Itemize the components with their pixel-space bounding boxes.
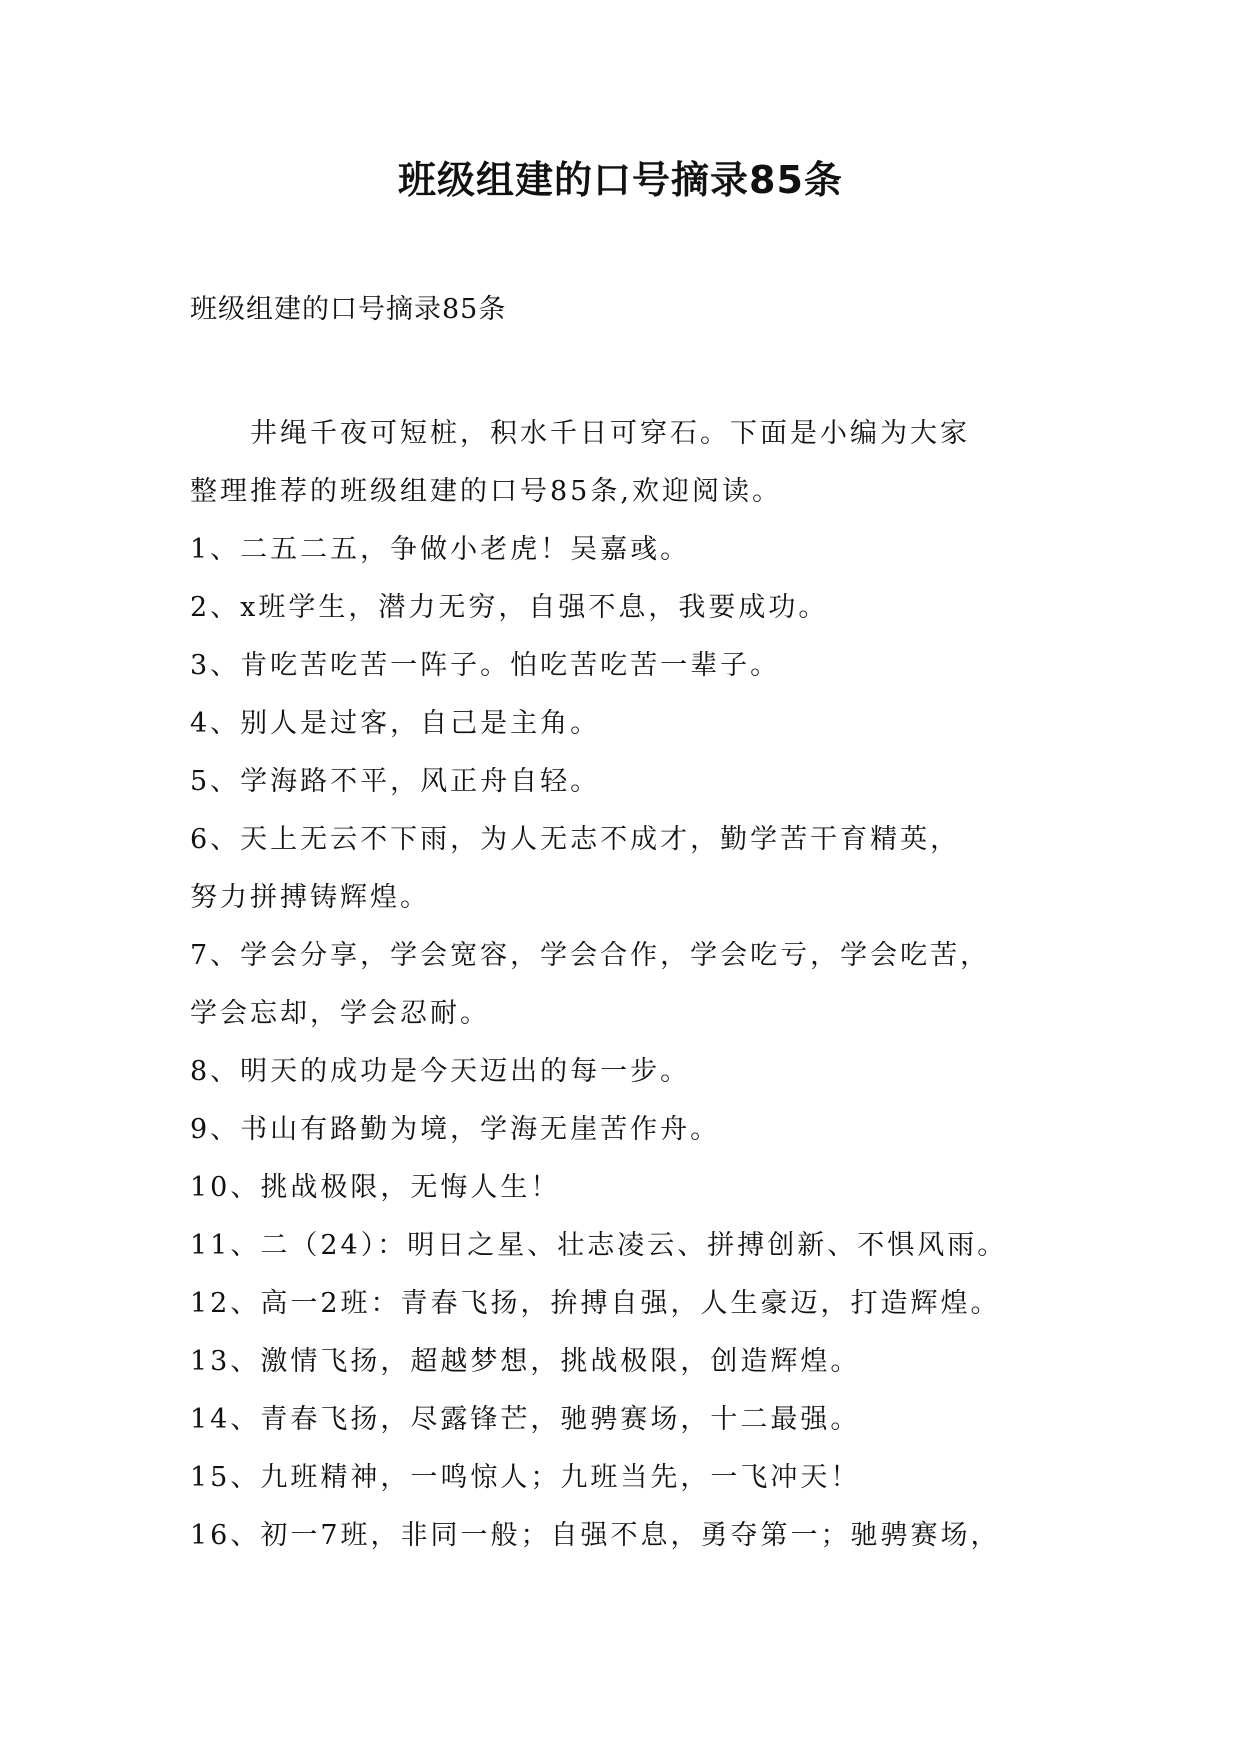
intro-paragraph bbox=[190, 405, 1080, 463]
slogan-line: 5、学海路不平，风正舟自轻。 bbox=[190, 766, 601, 797]
slogan-item bbox=[190, 521, 1080, 579]
slogan-line: 努力拼搏铸辉煌。 bbox=[190, 882, 430, 913]
slogan-line: 8、明天的成功是今天迈出的每一步。 bbox=[190, 1056, 691, 1087]
document-body bbox=[190, 405, 1080, 1565]
document-title: 班级组建的口号摘录85条 bbox=[398, 158, 843, 202]
intro-line-2: 整理推荐的班级组建的口号85条,欢迎阅读。 bbox=[190, 476, 782, 507]
slogan-line: 6、天上无云不下雨，为人无志不成才，勤学苦干育精英， bbox=[190, 824, 961, 855]
slogan-item bbox=[190, 1275, 1080, 1333]
intro-line-1: 井绳千夜可短桩，积水千日可穿石。下面是小编为大家 bbox=[250, 418, 970, 449]
slogan-line: 9、书山有路勤为境，学海无崖苦作舟。 bbox=[190, 1114, 721, 1145]
slogan-item bbox=[190, 1217, 1080, 1275]
slogan-item bbox=[190, 1507, 1080, 1565]
slogan-line: 1、二五二五，争做小老虎！吴嘉彧。 bbox=[190, 534, 691, 565]
slogan-line: 11、二（24）：明日之星、壮志凌云、拼搏创新、不惧风雨。 bbox=[190, 1230, 1008, 1261]
slogan-line: 12、高一2班：青春飞扬，拚搏自强，人生豪迈，打造辉煌。 bbox=[190, 1288, 1001, 1319]
slogan-line: 14、青春飞扬，尽露锋芒，驰骋赛场，十二最强。 bbox=[190, 1404, 861, 1435]
slogan-item bbox=[190, 753, 1080, 811]
intro-paragraph-cont bbox=[190, 463, 1080, 521]
slogan-item bbox=[190, 1449, 1080, 1507]
slogan-item bbox=[190, 695, 1080, 753]
slogan-line: 13、激情飞扬，超越梦想，挑战极限，创造辉煌。 bbox=[190, 1346, 861, 1377]
slogan-line: 10、挑战极限，无悔人生！ bbox=[190, 1172, 561, 1203]
slogan-item bbox=[190, 1333, 1080, 1391]
slogan-line: 4、别人是过客，自己是主角。 bbox=[190, 708, 601, 739]
slogan-line: 7、学会分享，学会宽容，学会合作，学会吃亏，学会吃苦， bbox=[190, 940, 991, 971]
slogan-item bbox=[190, 1101, 1080, 1159]
slogan-line: 2、x班学生，潜力无穷，自强不息，我要成功。 bbox=[190, 592, 829, 623]
slogan-line: 学会忘却，学会忍耐。 bbox=[190, 998, 490, 1029]
document-subtitle: 班级组建的口号摘录85条 bbox=[190, 294, 507, 325]
slogan-list bbox=[190, 521, 1080, 1565]
slogan-item bbox=[190, 1043, 1080, 1101]
slogan-item bbox=[190, 1159, 1080, 1217]
slogan-item bbox=[190, 1391, 1080, 1449]
slogan-item bbox=[190, 811, 1080, 927]
slogan-item bbox=[190, 927, 1080, 1043]
slogan-line: 3、肯吃苦吃苦一阵子。怕吃苦吃苦一辈子。 bbox=[190, 650, 781, 681]
slogan-item bbox=[190, 637, 1080, 695]
slogan-line: 15、九班精神，一鸣惊人；九班当先，一飞冲天！ bbox=[190, 1462, 861, 1493]
slogan-item bbox=[190, 579, 1080, 637]
slogan-line: 16、初一7班，非同一般；自强不息，勇夺第一；驰骋赛场， bbox=[190, 1520, 1001, 1551]
